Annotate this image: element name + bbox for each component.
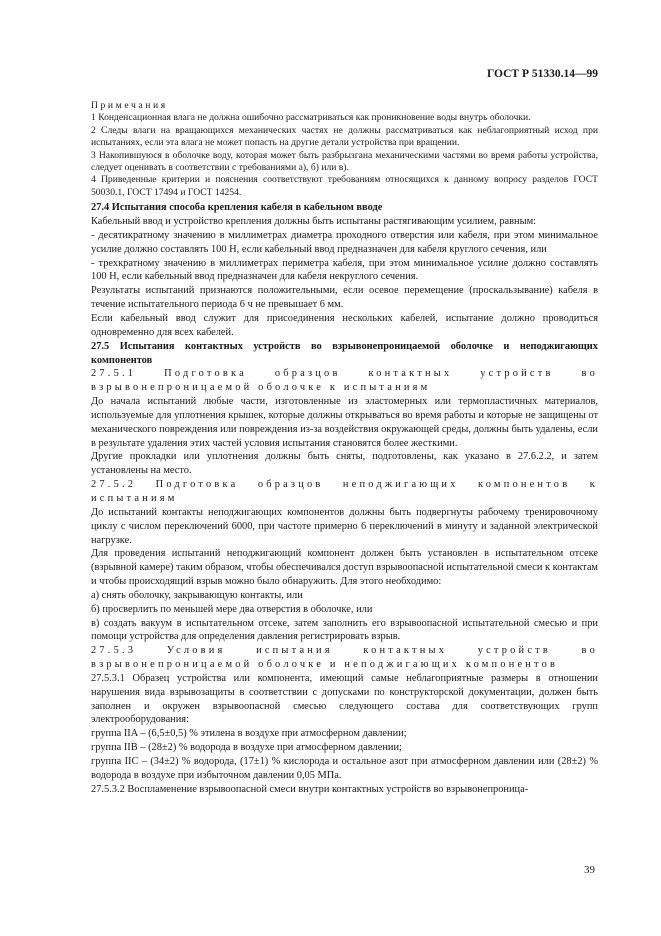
section-heading-27-5: 27.5 Испытания контактных устройств во взрывонепроницаемой оболочке и неподжигающих компонентов xyxy=(91,340,598,366)
document-header: ГОСТ Р 51330.14—99 xyxy=(487,68,598,80)
paragraph: 27.5.3.1 Образец устройства или компонента, имеющий самые неблагоприятные размеры в отношении нарушения вида взрывозащиты в соответствии с допусками по конструкторской документации, должен быть заполнен и окружен взрывоопасной смесью следующего состава для соответствующих групп электрооборудования: xyxy=(91,672,598,726)
subsection-heading-27-5-2: 27.5.2 Подготовка образцов неподжигающих компонентов к испытаниям xyxy=(91,479,598,504)
page-number: 39 xyxy=(584,864,595,876)
paragraph: 27.5.3.2 Воспламенение взрывоопасной смеси внутри контактных устройств во взрывонепроница- xyxy=(91,783,529,795)
list-item: б) просверлить по меньшей мере два отверстия в оболочке, или xyxy=(91,603,373,615)
section-heading-27-4: 27.4 Испытания способа крепления кабеля в кабельном вводе xyxy=(91,202,383,214)
list-item: группа IIC – (34±2) % водорода, (17±1) % кислорода и остальное азот при атмосферном давлении или (28±2) % водорода в воздухе при избыточном давлении 0,05 МПа. xyxy=(91,756,598,781)
section-27-4 xyxy=(91,201,598,339)
paragraph: Кабельный ввод и устройство крепления должны быть испытаны растягивающим усилием, равным: xyxy=(91,216,537,228)
list-item: группа IIB – (28±2) % водорода в воздухе при атмосферном давлении; xyxy=(91,742,402,754)
note-item-1: 1 Конденсационная влага не должна ошибочно рассматриваться как проникновение воды внутрь оболочки. xyxy=(91,112,531,124)
note-item-4: 4 Приведенные критерии и пояснения соответствуют требованиям относящихся к данному вопросу разделов ГОСТ 50030.1, ГОСТ 17494 и ГОСТ 14254. xyxy=(91,174,598,198)
paragraph: Для проведения испытаний неподжигающий компонент должен быть установлен в испытательном отсеке (взрывной камере) таким образом, чтобы обеспечивался доступ взрывоопасной испытательной смеси к контактам и чтобы происходящий взрыв можно было обнаружить. Для этого необходимо: xyxy=(91,548,598,588)
paragraph: До начала испытаний любые части, изготовленные из эластомерных или термопластичных материалов, используемые для уплотнения крышек, которые должны открываться во время работы и которые не защищены от механического повреждения или повреждения из-за воздействия окружающей среды, должны быть удалены, если в результате удаления этих частей условия испытания становятся более жесткими. xyxy=(91,396,598,449)
subsection-heading-27-5-3: 27.5.3 Условия испытания контактных устройств во взрывонепроницаемой оболочке и неподжигающих компонентов xyxy=(91,645,598,671)
note-item-3: 3 Накопившуюся в оболочке воду, которая может быть разбрызгана механическими частями во время работы устройства, следует оценивать в соответствии с требованиями а), б) или в). xyxy=(91,149,598,174)
list-item: - трехкратному значению в миллиметрах периметра кабеля, при этом минимальное усилие должно составлять 100 Н, если кабельный ввод предназначен для кабеля некруглого сечения. xyxy=(91,257,598,283)
list-item: а) снять оболочку, закрывающую контакты, или xyxy=(91,589,303,601)
note-item-2: 2 Следы влаги на вращающихся механических частях не должны рассматриваться как неблагоприятный исход при испытаниях, если эта влага не может попасть на другие детали устройства при вращении. xyxy=(91,124,598,149)
list-item: - десятикратному значению в миллиметрах диаметра проходного отверстия или кабеля, при этом минимальное усилие должно составлять 100 Н, если кабельный ввод предназначен для кабеля круглого сечения, или xyxy=(91,229,598,255)
subsection-heading-27-5-1: 27.5.1 Подготовка образцов контактных устройств во взрывонепроницаемой оболочке к испытаниям xyxy=(91,368,598,394)
section-27-5 xyxy=(91,340,598,797)
page-content xyxy=(91,100,598,797)
paragraph: Результаты испытаний признаются положительными, если осевое перемещение (проскальзывание) кабеля в течение испытательного периода 6 ч не превышает 6 мм. xyxy=(91,285,598,311)
paragraph: До испытаний контакты неподжигающих компонентов должны быть подвергнуты рабочему тренировочному циклу с числом переключений 6000, при частоте примерно 6 переключений в минуту и заданной электрической нагрузке. xyxy=(91,506,598,546)
notes-block xyxy=(91,100,598,199)
notes-title: Примечания xyxy=(91,100,168,111)
list-item: группа IIA – (6,5±0,5) % этилена в воздухе при атмосферном давлении; xyxy=(91,728,407,740)
paragraph: Другие прокладки или уплотнения должны быть сняты, подготовлены, как указано в 27.6.2.2, и затем установлены на место. xyxy=(91,451,598,477)
list-item: в) создать вакуум в испытательном отсеке, затем заполнить его взрывоопасной испытательной смесью и при помощи устройства для определения давления регистрировать взрыв. xyxy=(91,617,598,643)
paragraph: Если кабельный ввод служит для присоединения нескольких кабелей, испытание должно проводиться одновременно для всех кабелей. xyxy=(91,313,598,338)
